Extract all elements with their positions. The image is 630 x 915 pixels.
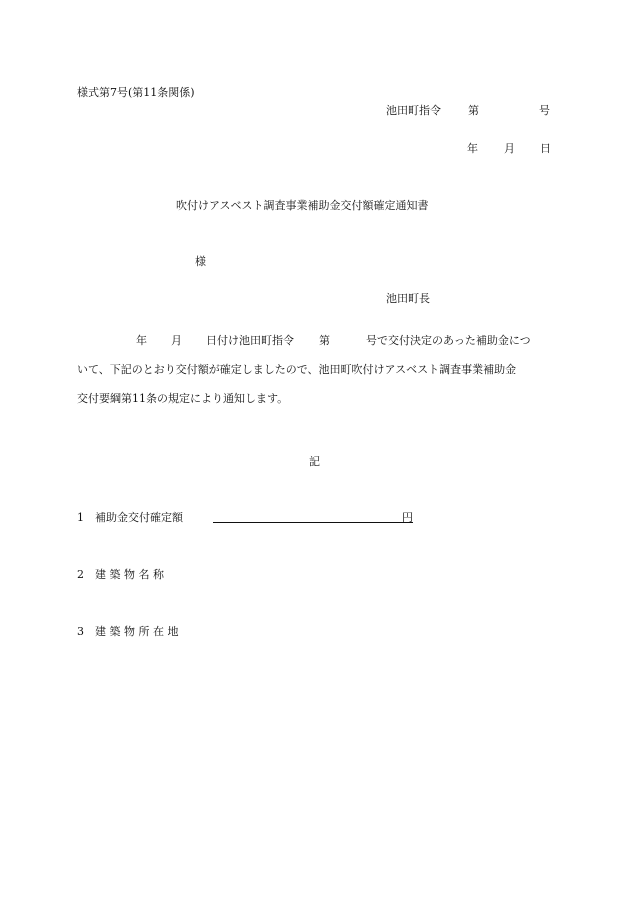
date-year: 年: [467, 142, 478, 155]
body-line-3: 交付要綱第11条の規定により通知します。: [77, 392, 289, 405]
body-line-2: いて、下記のとおり交付額が確定しましたので、池田町吹付けアスベスト調査事業補助金: [77, 363, 517, 376]
ki-heading: 記: [309, 455, 320, 468]
body-line-1: [77, 334, 550, 348]
date-day: 日: [540, 142, 551, 155]
order-go: 号: [539, 104, 550, 117]
item-2-label: 2 建 築 物 名 称: [77, 568, 164, 581]
item-3-label: 3 建 築 物 所 在 地: [77, 625, 179, 638]
body-dai: 第: [319, 334, 330, 347]
date-month: 月: [504, 142, 515, 155]
body-order-text: 日付け池田町指令: [206, 334, 294, 347]
body-year: 年: [136, 334, 147, 347]
item-1-unit: 円: [402, 511, 413, 524]
body-month: 月: [171, 334, 182, 347]
body-line1-rest: 号で交付決定のあった補助金につ: [366, 334, 531, 347]
item-1-label: 1 補助金交付確定額: [77, 511, 183, 524]
order-dai: 第: [468, 104, 479, 117]
document-title: 吹付けアスベスト調査事業補助金交付額確定通知書: [176, 199, 429, 212]
amount-underline: [213, 522, 413, 523]
issuer-name: 池田町長: [386, 292, 430, 305]
addressee-honorific: 様: [195, 255, 206, 268]
form-number: 様式第7号(第11条関係): [77, 86, 195, 99]
order-issuer-label: 池田町指令: [386, 104, 441, 117]
